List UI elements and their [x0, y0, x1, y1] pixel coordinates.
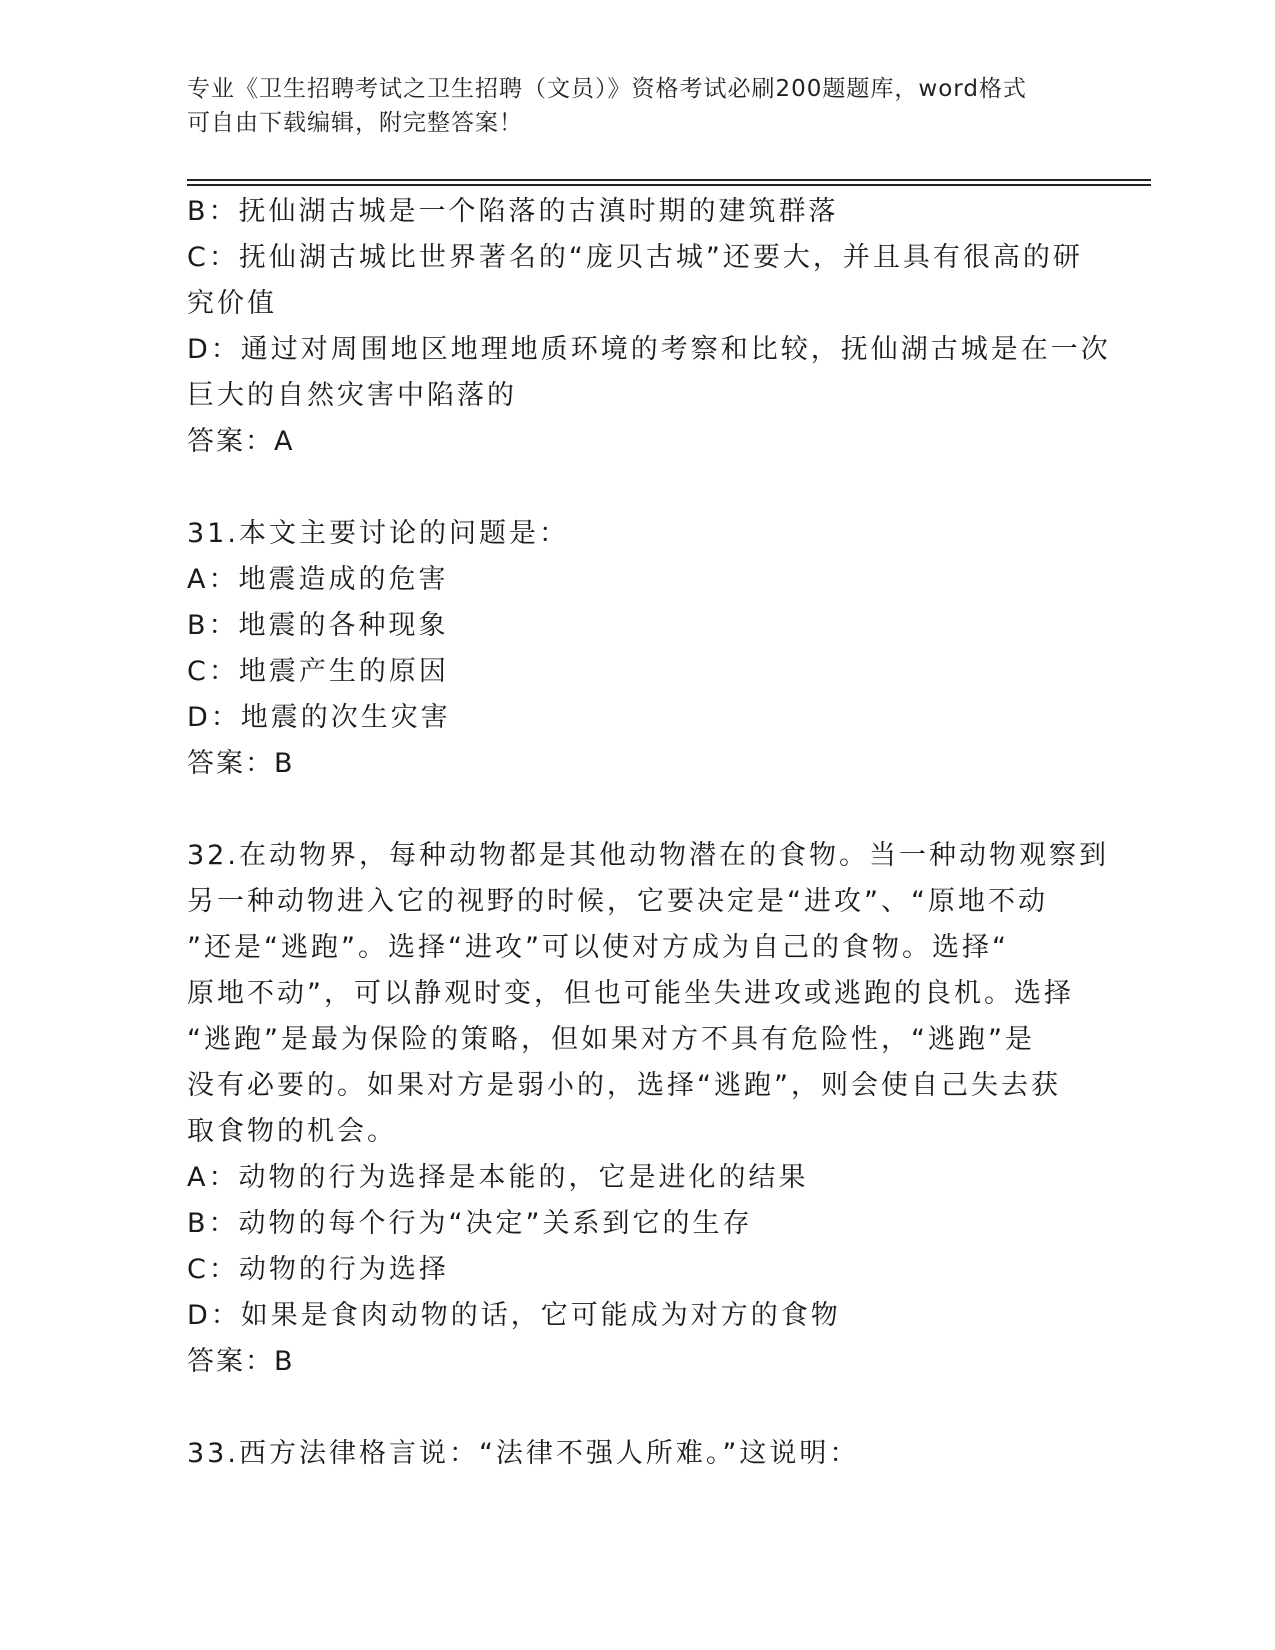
- header-divider-bottom: [187, 184, 1151, 186]
- option-line: C：地震产生的原因: [187, 656, 449, 687]
- option-line: B：地震的各种现象: [187, 610, 449, 641]
- question-line: “逃跑”是最为保险的策略，但如果对方不具有危险性，“逃跑”是: [187, 1024, 1035, 1055]
- header-divider-top: [187, 179, 1151, 181]
- option-line: A：动物的行为选择是本能的，它是进化的结果: [187, 1162, 809, 1193]
- option-line: 究价值: [187, 288, 277, 319]
- question-line: 32.在动物界，每种动物都是其他动物潜在的食物。当一种动物观察到: [187, 840, 1109, 871]
- option-line: 巨大的自然灾害中陷落的: [187, 380, 517, 411]
- option-line: D：通过对周围地区地理地质环境的考察和比较，抚仙湖古城是在一次: [187, 334, 1111, 365]
- header-line-2: 可自由下载编辑，附完整答案！: [187, 110, 523, 136]
- answer-line: 答案：A: [187, 426, 295, 457]
- option-line: C：抚仙湖古城比世界著名的“庞贝古城”还要大，并且具有很高的研: [187, 242, 1083, 273]
- document-body: [187, 189, 1111, 1477]
- header-line-1: 专业《卫生招聘考试之卫生招聘（文员）》资格考试必刷200题题库，word格式: [187, 76, 1027, 102]
- question-line: 另一种动物进入它的视野的时候，它要决定是“进攻”、“原地不动: [187, 886, 1048, 917]
- question-line: 取食物的机会。: [187, 1116, 397, 1147]
- question-line: ”还是“逃跑”。选择“进攻”可以使对方成为自己的食物。选择“: [187, 932, 1009, 963]
- option-line: A：地震造成的危害: [187, 564, 449, 595]
- answer-line: 答案：B: [187, 1346, 295, 1377]
- option-line: D：如果是食肉动物的话，它可能成为对方的食物: [187, 1300, 841, 1331]
- answer-line: 答案：B: [187, 748, 295, 779]
- question-line: 33.西方法律格言说：“法律不强人所难。”这说明：: [187, 1438, 860, 1469]
- option-line: B：动物的每个行为“决定”关系到它的生存: [187, 1208, 753, 1239]
- question-line: 31.本文主要讨论的问题是：: [187, 518, 569, 549]
- option-line: C：动物的行为选择: [187, 1254, 449, 1285]
- option-line: D：地震的次生灾害: [187, 702, 451, 733]
- question-line: 没有必要的。如果对方是弱小的，选择“逃跑”，则会使自己失去获: [187, 1070, 1061, 1101]
- spacer: [187, 787, 1087, 833]
- question-line: 原地不动”，可以静观时变，但也可能坐失进攻或逃跑的良机。选择: [187, 978, 1074, 1009]
- spacer: [187, 1385, 1087, 1431]
- option-line: B：抚仙湖古城是一个陷落的古滇时期的建筑群落: [187, 196, 839, 227]
- page-header: [187, 72, 1067, 140]
- spacer: [187, 465, 1087, 511]
